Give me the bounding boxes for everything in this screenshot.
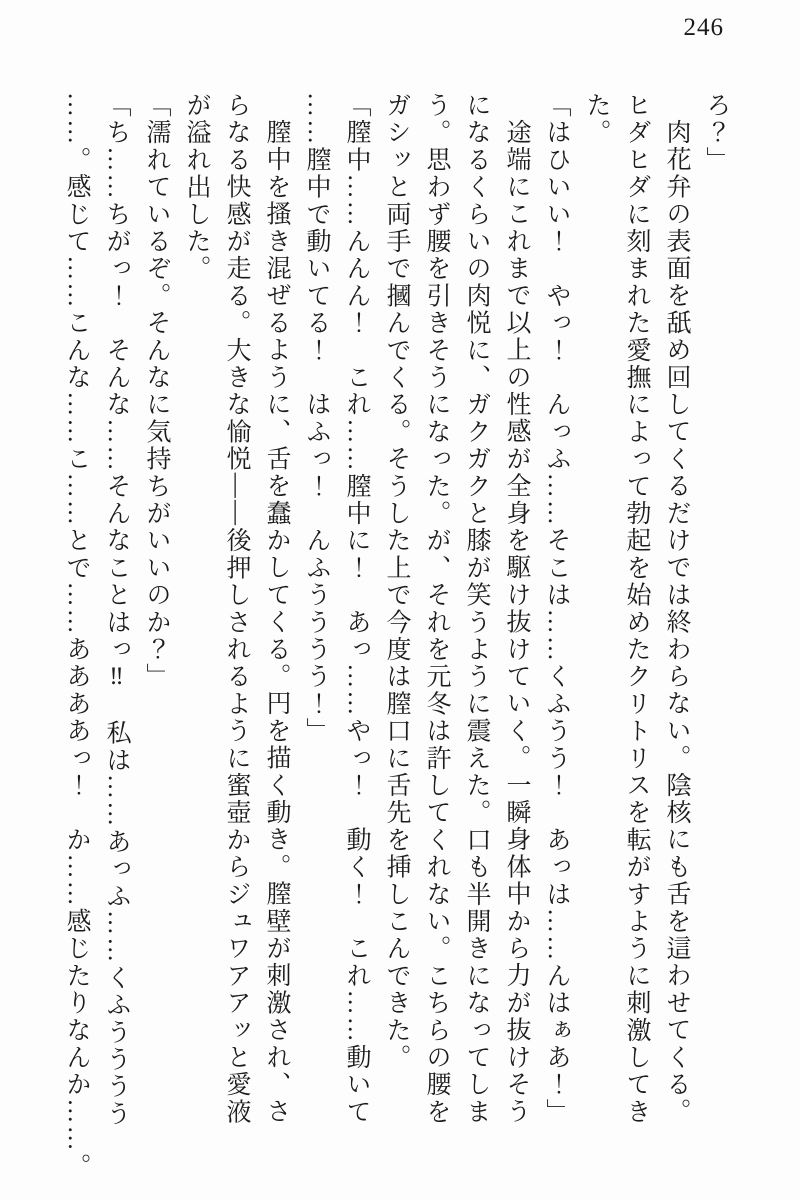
text-column: ろ？」 [703, 92, 730, 174]
text-column: 「はひいい！ やっ！ んっふ……そこは……くふうう！ あっは……んはぁあ！」 [543, 92, 570, 1126]
text-column: が溢れ出した。 [183, 92, 210, 283]
text-column: 「膣中……んんん！ これ……膣中に！ あっ……やっ！ 動く！ これ……動いて [343, 92, 370, 1126]
text-column: らなる快感が走る。大きな愉悦――後押しされるように蜜壺からジュワアアッと愛液 [223, 92, 250, 1126]
text-column: ヒダヒダに刻まれた愛撫によって勃起を始めたクリトリスを転がすように刺激してき [623, 92, 650, 1126]
text-column: ガシッと両手で摑んでくる。そうした上で今度は膣口に舌先を挿しこんできた。 [383, 92, 410, 1072]
text-column: になるくらいの肉悦に、ガクガクと膝が笑うように震えた。口も半開きになってしま [463, 92, 490, 1126]
text-column: ……。感じて……こんな……こ……とで……ああああっ！ か……感じたりなんか……。 [63, 92, 90, 1180]
page-number: 246 [683, 14, 724, 41]
text-column: ……膣中で動いてる！ はふっ！ んふうううう！」 [303, 92, 330, 745]
text-column: う。思わず腰を引きそうになった。が、それを元冬は許してくれない。こちらの腰を [423, 92, 450, 1126]
text-column: た。 [583, 92, 610, 147]
text-column: 膣中を搔き混ぜるように、舌を蠢かしてくる。円を描く動き。膣壁が刺激され、さ [263, 119, 290, 1126]
text-column: 肉花弁の表面を舐め回してくるだけでは終わらない。陰核にも舌を這わせてくる。 [663, 119, 690, 1126]
text-column: 「濡れているぞ。そんなに気持ちがいいのか？」 [143, 92, 170, 691]
text-column: 途端にこれまで以上の性感が全身を駆け抜けていく。一瞬身体中から力が抜けそう [503, 119, 530, 1126]
vertical-text-area [56, 92, 736, 1194]
text-column: 「ち……ちがっ！ そんな……そんなことはっ‼ 私は……あっふ……くふうううう [103, 92, 130, 1128]
